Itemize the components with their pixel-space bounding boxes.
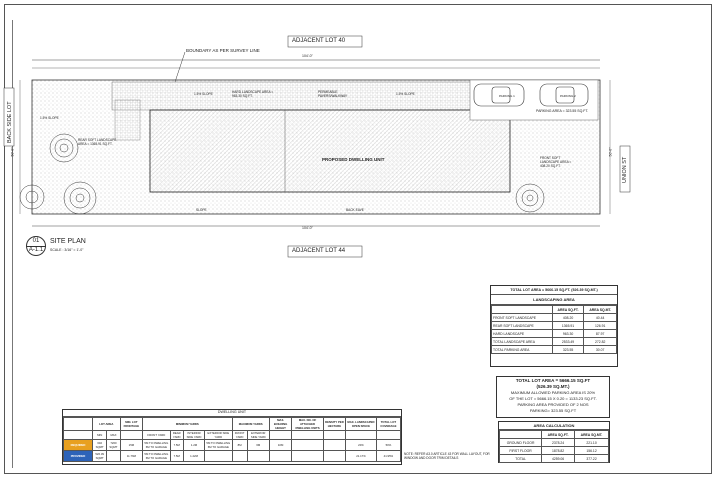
parking-note-line: PARKING AREA PROVIDED OF 2 NOS	[517, 402, 589, 407]
col-area-sqmt: AREA SQ.MT.	[575, 431, 609, 439]
slope-label-3: 1.5% SLOPE	[40, 116, 59, 120]
table-row: PROVIDED 526.39 SQMT 11.76M 5M TO DWELLING 6M TO GARAGE 7.5M 1.22M 21.17% 41.95%	[64, 451, 401, 462]
adjacent-lot-bottom-label: ADJACENT LOT 44	[292, 248, 346, 254]
drawing-title-block	[26, 236, 86, 258]
slope-label-1: 1.5% SLOPE	[194, 92, 213, 96]
dwelling-unit-table: DWELLING UNIT LOT AREA MIN. LOT FRONTAGE MINIMUM YARDS MAXIMUM YARDS MAX. BUILDING HEIGHT MAX. NO. OF ATTACHED DWELLING UNITS DENSITY PER HECTARE MAX. LANDSCAPED OPEN SPACE TOTAL LOT COVERAGE MIN MAX FRONT YARD REAR YARD INTERIOR SIDE YARD EXTERIOR SIDE YARD FRONT YARD EXTERIOR SIDE YARD REQUIRED 640 SQMT 7200 SQMT 15M 5M TO DWELLING 6M TO GARAGE 7.5M 1.2M 5M TO DWELLING 6M TO GARAGE 8M 6M 10M 20% 50% PROVIDED 526.39 SQMT 11.76M 5M TO DWELLING 6M TO GARAGE 7.5M 1.22M 21.17% 41.95%	[62, 409, 402, 465]
dim-bottom: 104'-0"	[302, 226, 313, 230]
back-eave-label: BACK EAVE	[346, 208, 364, 212]
dwelling-label: PROPOSED DWELLING UNIT	[322, 157, 385, 162]
adjacent-lot-top-label: ADJACENT LOT 40	[292, 38, 346, 44]
table-row: GROUND FLOOR 2378.24 221.10	[500, 439, 609, 447]
col-height: MAX. BUILDING HEIGHT	[269, 418, 291, 431]
parking-note-line: PARKING= 323.55 SQ.FT	[529, 408, 577, 413]
drawing-number: 01	[32, 238, 40, 244]
dim-right: 50'-0"	[608, 147, 613, 157]
back-side-lot-label: BACK SIDE LOT	[7, 101, 13, 143]
col-area-sqft: AREA SQ.FT.	[552, 306, 584, 314]
col-coverage: TOTAL LOT COVERAGE	[376, 418, 400, 431]
hard-landscape-label: HARD LANDSCAPE AREA = 963.30 SQ.FT.	[232, 90, 274, 98]
walkway	[115, 100, 140, 140]
table-row: REQUIRED 640 SQMT 7200 SQMT 15M 5M TO DWELLING 6M TO GARAGE 7.5M 1.2M 5M TO DWELLING 6M TO GARAGE 8M 6M 10M 20% 50%	[64, 440, 401, 451]
slope-label-2: 1.5% SLOPE	[396, 92, 415, 96]
col-area-sqmt: AREA SQ.MT.	[584, 306, 617, 314]
rear-soft-landscape-label: REAR SOFT LANDSCAPE AREA = 1365.91 SQ.FT.	[78, 138, 117, 146]
footer-note: NOTE: REFER A3.0 ARTICLE 43 FOR WALL LAYOUT, FOR WINDOW AND DOOR TRIM DETAILS	[404, 452, 490, 460]
area-calc-title: AREA CALCULATION	[499, 422, 609, 430]
drawing-scale: SCALE : 3/16" = 1'-0"	[50, 248, 84, 252]
landscaping-table	[490, 285, 618, 367]
table-row: HARD LANDSCAPE 963.30 87.97	[492, 330, 617, 338]
col-min-yards: MINIMUM YARDS	[143, 418, 232, 431]
boundary-label: BOUNDARY AS PER SURVEY LINE	[186, 48, 260, 53]
parking-note-line: OF THE LOT = 5666.15 X 0.20 = 1133.23 SQ.FT.	[509, 396, 597, 401]
table-row: TOTAL 4259.06 377.22	[500, 455, 609, 463]
street-label: UNION ST	[622, 156, 628, 183]
drawing-title: SITE PLAN	[50, 238, 86, 245]
parking-note-line: MAXIMUM ALLOWED PARKING AREA IS 20%	[510, 390, 596, 395]
slope-label-4: SLOPE	[196, 208, 207, 212]
table-row: TOTAL LANDSCAPE AREA 2533.49 272.82	[492, 338, 617, 346]
dim-left: 50'-0"	[10, 147, 15, 157]
col-area-sqft: AREA SQ.FT.	[542, 431, 575, 439]
table-row: FIRST FLOOR 1878.82 156.12	[500, 447, 609, 455]
parking-note	[496, 376, 610, 418]
permeable-label: PERMEABLE PAVERS/WALKWAY	[318, 90, 348, 98]
parking-note-line: (526.39 SQ.MT.)	[536, 384, 570, 389]
table-row: REAR SOFT LANDSCAPE 1365.91 126.91	[492, 322, 617, 330]
front-soft-landscape-label: FRONT SOFT LANDSCAPE AREA = 408.20 SQ.FT.	[540, 156, 572, 168]
parking-area-label: PARKING AREA = 323.55 SQ.FT.	[536, 109, 589, 113]
col-frontage: MIN. LOT FRONTAGE	[120, 418, 143, 431]
col-open-space: MAX. LANDSCAPED OPEN SPACE	[346, 418, 377, 431]
table-row: FRONT SOFT LANDSCAPE 408.20 40.44	[492, 314, 617, 322]
col-attached: MAX. NO. OF ATTACHED DWELLING UNITS	[292, 418, 323, 431]
area-calculation-table	[498, 421, 610, 463]
col-density: DENSITY PER HECTARE	[323, 418, 345, 431]
col-max-yards: MAXIMUM YARDS	[232, 418, 269, 431]
landscaping-title: LANDSCAPING AREA	[491, 295, 617, 305]
parking-note-line: TOTAL LOT AREA = 5666.15 SQ.FT	[515, 378, 591, 383]
col-lot-area: LOT AREA	[93, 418, 121, 431]
hard-landscape-strip	[112, 82, 472, 110]
dwelling-footprint	[150, 110, 510, 192]
dim-top: 104'-0"	[302, 54, 313, 58]
table-row: TOTAL PARKING AREA 323.55 30.07	[492, 346, 617, 354]
parking-1-label: PARKING 1	[499, 94, 515, 98]
parking-2-label: PARKING 2	[560, 94, 576, 98]
dwelling-table-title: DWELLING UNIT	[63, 410, 401, 417]
sheet-number: A-1.1	[28, 247, 44, 253]
lot-area-header: TOTAL LOT AREA = 5666.15 SQ.FT. (526.39 SQ.MT.)	[491, 286, 617, 295]
